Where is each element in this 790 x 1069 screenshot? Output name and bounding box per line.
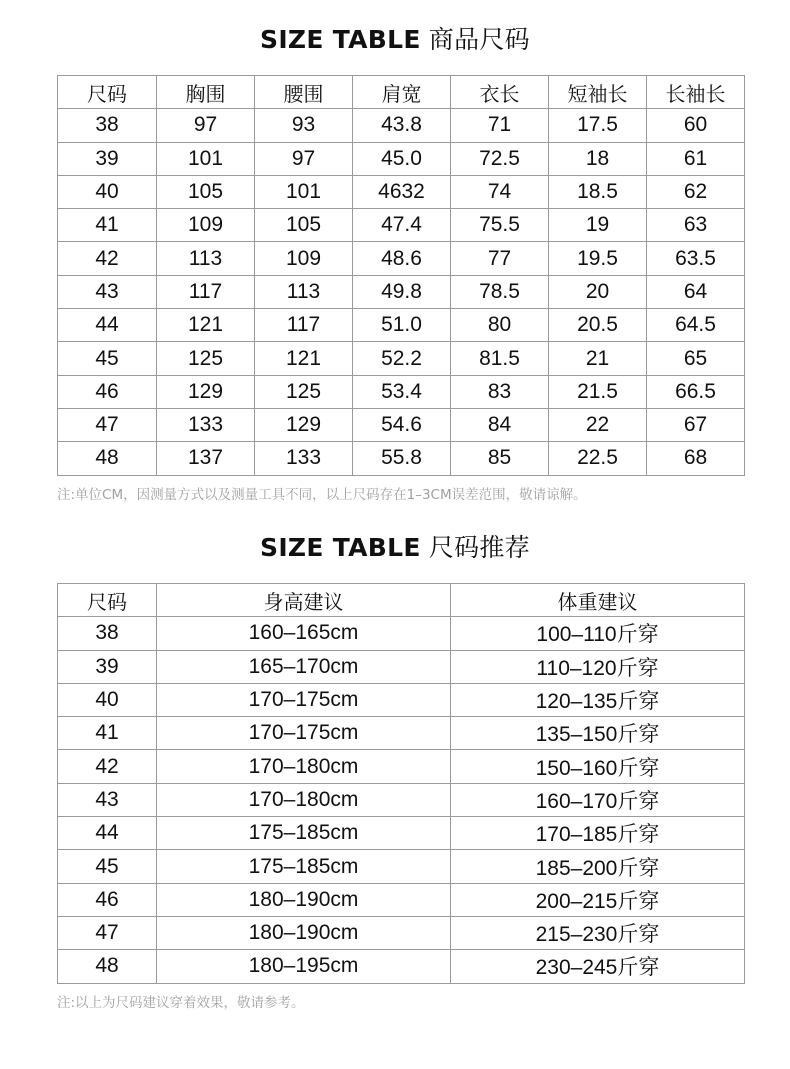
size-table-title bbox=[0, 20, 790, 56]
table-cell: 21.5 bbox=[549, 375, 647, 408]
table-cell: 71 bbox=[451, 109, 549, 142]
table-cell: 170–180cm bbox=[157, 783, 451, 816]
title-chinese: 尺码推荐 bbox=[428, 533, 530, 562]
table-cell: 160–170斤穿 bbox=[451, 783, 745, 816]
column-header: 胸围 bbox=[157, 76, 255, 109]
table-row bbox=[58, 717, 745, 750]
table-cell: 160–165cm bbox=[157, 617, 451, 650]
table-cell: 40 bbox=[58, 175, 157, 208]
table-cell: 230–245斤穿 bbox=[451, 950, 745, 983]
table-cell: 18 bbox=[549, 142, 647, 175]
table-row bbox=[58, 850, 745, 883]
table-cell: 47 bbox=[58, 408, 157, 441]
table-row bbox=[58, 175, 745, 208]
table-cell: 43.8 bbox=[353, 109, 451, 142]
table-cell: 180–195cm bbox=[157, 950, 451, 983]
table-cell: 77 bbox=[451, 242, 549, 275]
table-cell: 170–175cm bbox=[157, 683, 451, 716]
product-size-table-header bbox=[58, 76, 745, 109]
table-row bbox=[58, 442, 745, 475]
table-cell: 64 bbox=[647, 275, 745, 308]
table-cell: 185–200斤穿 bbox=[451, 850, 745, 883]
table-cell: 66.5 bbox=[647, 375, 745, 408]
table-row bbox=[58, 309, 745, 342]
table-cell: 175–185cm bbox=[157, 817, 451, 850]
table-cell: 72.5 bbox=[451, 142, 549, 175]
table-cell: 17.5 bbox=[549, 109, 647, 142]
table-cell: 125 bbox=[157, 342, 255, 375]
table-cell: 43 bbox=[58, 783, 157, 816]
table-cell: 19 bbox=[549, 209, 647, 242]
table-cell: 55.8 bbox=[353, 442, 451, 475]
table-cell: 80 bbox=[451, 309, 549, 342]
table-cell: 42 bbox=[58, 242, 157, 275]
table-cell: 64.5 bbox=[647, 309, 745, 342]
table-row bbox=[58, 683, 745, 716]
table-cell: 97 bbox=[255, 142, 353, 175]
table-cell: 109 bbox=[255, 242, 353, 275]
table-row bbox=[58, 617, 745, 650]
column-header: 腰围 bbox=[255, 76, 353, 109]
table-cell: 170–185斤穿 bbox=[451, 817, 745, 850]
size-recommendation-table-header bbox=[58, 584, 745, 617]
table-row bbox=[58, 408, 745, 441]
table-cell: 133 bbox=[157, 408, 255, 441]
table-cell: 39 bbox=[58, 142, 157, 175]
table-row bbox=[58, 817, 745, 850]
table-cell: 109 bbox=[157, 209, 255, 242]
table-cell: 4632 bbox=[353, 175, 451, 208]
table-cell: 41 bbox=[58, 209, 157, 242]
table-cell: 41 bbox=[58, 717, 157, 750]
table-cell: 113 bbox=[157, 242, 255, 275]
table-cell: 20 bbox=[549, 275, 647, 308]
table-cell: 63 bbox=[647, 209, 745, 242]
size-recommendation-note: 注:以上为尺码建议穿着效果，敬请参考。 bbox=[57, 995, 305, 1011]
table-cell: 68 bbox=[647, 442, 745, 475]
table-cell: 120–135斤穿 bbox=[451, 683, 745, 716]
table-cell: 54.6 bbox=[353, 408, 451, 441]
table-cell: 40 bbox=[58, 683, 157, 716]
table-cell: 74 bbox=[451, 175, 549, 208]
table-row bbox=[58, 783, 745, 816]
table-cell: 63.5 bbox=[647, 242, 745, 275]
table-cell: 47 bbox=[58, 916, 157, 949]
table-cell: 45.0 bbox=[353, 142, 451, 175]
table-cell: 22.5 bbox=[549, 442, 647, 475]
table-cell: 49.8 bbox=[353, 275, 451, 308]
table-cell: 18.5 bbox=[549, 175, 647, 208]
title-chinese: 商品尺码 bbox=[428, 25, 530, 54]
table-cell: 129 bbox=[157, 375, 255, 408]
table-row bbox=[58, 650, 745, 683]
table-cell: 42 bbox=[58, 750, 157, 783]
table-row bbox=[58, 342, 745, 375]
table-cell: 44 bbox=[58, 817, 157, 850]
table-cell: 170–180cm bbox=[157, 750, 451, 783]
table-cell: 46 bbox=[58, 375, 157, 408]
table-cell: 38 bbox=[58, 109, 157, 142]
table-cell: 135–150斤穿 bbox=[451, 717, 745, 750]
column-header: 短袖长 bbox=[549, 76, 647, 109]
table-cell: 93 bbox=[255, 109, 353, 142]
table-row bbox=[58, 275, 745, 308]
table-cell: 44 bbox=[58, 309, 157, 342]
title-english: SIZE TABLE bbox=[260, 25, 421, 54]
column-header: 体重建议 bbox=[451, 584, 745, 617]
table-cell: 97 bbox=[157, 109, 255, 142]
table-cell: 62 bbox=[647, 175, 745, 208]
table-cell: 215–230斤穿 bbox=[451, 916, 745, 949]
table-cell: 117 bbox=[255, 309, 353, 342]
table-cell: 48 bbox=[58, 442, 157, 475]
table-cell: 61 bbox=[647, 142, 745, 175]
table-cell: 21 bbox=[549, 342, 647, 375]
table-cell: 48 bbox=[58, 950, 157, 983]
table-cell: 20.5 bbox=[549, 309, 647, 342]
table-cell: 38 bbox=[58, 617, 157, 650]
table-cell: 125 bbox=[255, 375, 353, 408]
table-cell: 137 bbox=[157, 442, 255, 475]
table-cell: 175–185cm bbox=[157, 850, 451, 883]
table-cell: 110–120斤穿 bbox=[451, 650, 745, 683]
table-cell: 45 bbox=[58, 342, 157, 375]
title-english: SIZE TABLE bbox=[260, 533, 421, 562]
table-cell: 121 bbox=[157, 309, 255, 342]
product-size-table-body bbox=[58, 109, 745, 475]
column-header: 尺码 bbox=[58, 76, 157, 109]
table-cell: 200–215斤穿 bbox=[451, 883, 745, 916]
table-row bbox=[58, 142, 745, 175]
table-row bbox=[58, 916, 745, 949]
size-recommendation-table-body bbox=[58, 617, 745, 983]
column-header: 身高建议 bbox=[157, 584, 451, 617]
table-row bbox=[58, 750, 745, 783]
table-cell: 84 bbox=[451, 408, 549, 441]
table-row bbox=[58, 950, 745, 983]
table-cell: 170–175cm bbox=[157, 717, 451, 750]
table-cell: 47.4 bbox=[353, 209, 451, 242]
table-row bbox=[58, 883, 745, 916]
product-size-table bbox=[57, 75, 745, 476]
table-cell: 81.5 bbox=[451, 342, 549, 375]
table-cell: 117 bbox=[157, 275, 255, 308]
size-table-note: 注:单位CM，因测量方式以及测量工具不同，以上尺码存在1–3CM误差范围，敬请谅解。 bbox=[57, 487, 587, 503]
table-cell: 85 bbox=[451, 442, 549, 475]
table-cell: 39 bbox=[58, 650, 157, 683]
table-row bbox=[58, 242, 745, 275]
column-header: 长袖长 bbox=[647, 76, 745, 109]
size-recommendation-title bbox=[0, 528, 790, 564]
table-cell: 133 bbox=[255, 442, 353, 475]
table-cell: 19.5 bbox=[549, 242, 647, 275]
table-cell: 45 bbox=[58, 850, 157, 883]
column-header: 尺码 bbox=[58, 584, 157, 617]
table-cell: 75.5 bbox=[451, 209, 549, 242]
table-cell: 101 bbox=[157, 142, 255, 175]
table-cell: 78.5 bbox=[451, 275, 549, 308]
table-row bbox=[58, 375, 745, 408]
table-cell: 22 bbox=[549, 408, 647, 441]
table-cell: 83 bbox=[451, 375, 549, 408]
table-cell: 46 bbox=[58, 883, 157, 916]
table-cell: 121 bbox=[255, 342, 353, 375]
table-cell: 43 bbox=[58, 275, 157, 308]
table-row bbox=[58, 209, 745, 242]
size-recommendation-table bbox=[57, 583, 745, 984]
table-cell: 113 bbox=[255, 275, 353, 308]
table-cell: 101 bbox=[255, 175, 353, 208]
table-cell: 65 bbox=[647, 342, 745, 375]
table-cell: 53.4 bbox=[353, 375, 451, 408]
column-header: 衣长 bbox=[451, 76, 549, 109]
table-cell: 52.2 bbox=[353, 342, 451, 375]
table-cell: 180–190cm bbox=[157, 883, 451, 916]
table-cell: 105 bbox=[255, 209, 353, 242]
table-cell: 100–110斤穿 bbox=[451, 617, 745, 650]
table-cell: 51.0 bbox=[353, 309, 451, 342]
table-cell: 129 bbox=[255, 408, 353, 441]
table-cell: 150–160斤穿 bbox=[451, 750, 745, 783]
table-cell: 180–190cm bbox=[157, 916, 451, 949]
table-cell: 67 bbox=[647, 408, 745, 441]
table-cell: 165–170cm bbox=[157, 650, 451, 683]
table-cell: 105 bbox=[157, 175, 255, 208]
table-cell: 60 bbox=[647, 109, 745, 142]
table-cell: 48.6 bbox=[353, 242, 451, 275]
table-row bbox=[58, 109, 745, 142]
column-header: 肩宽 bbox=[353, 76, 451, 109]
